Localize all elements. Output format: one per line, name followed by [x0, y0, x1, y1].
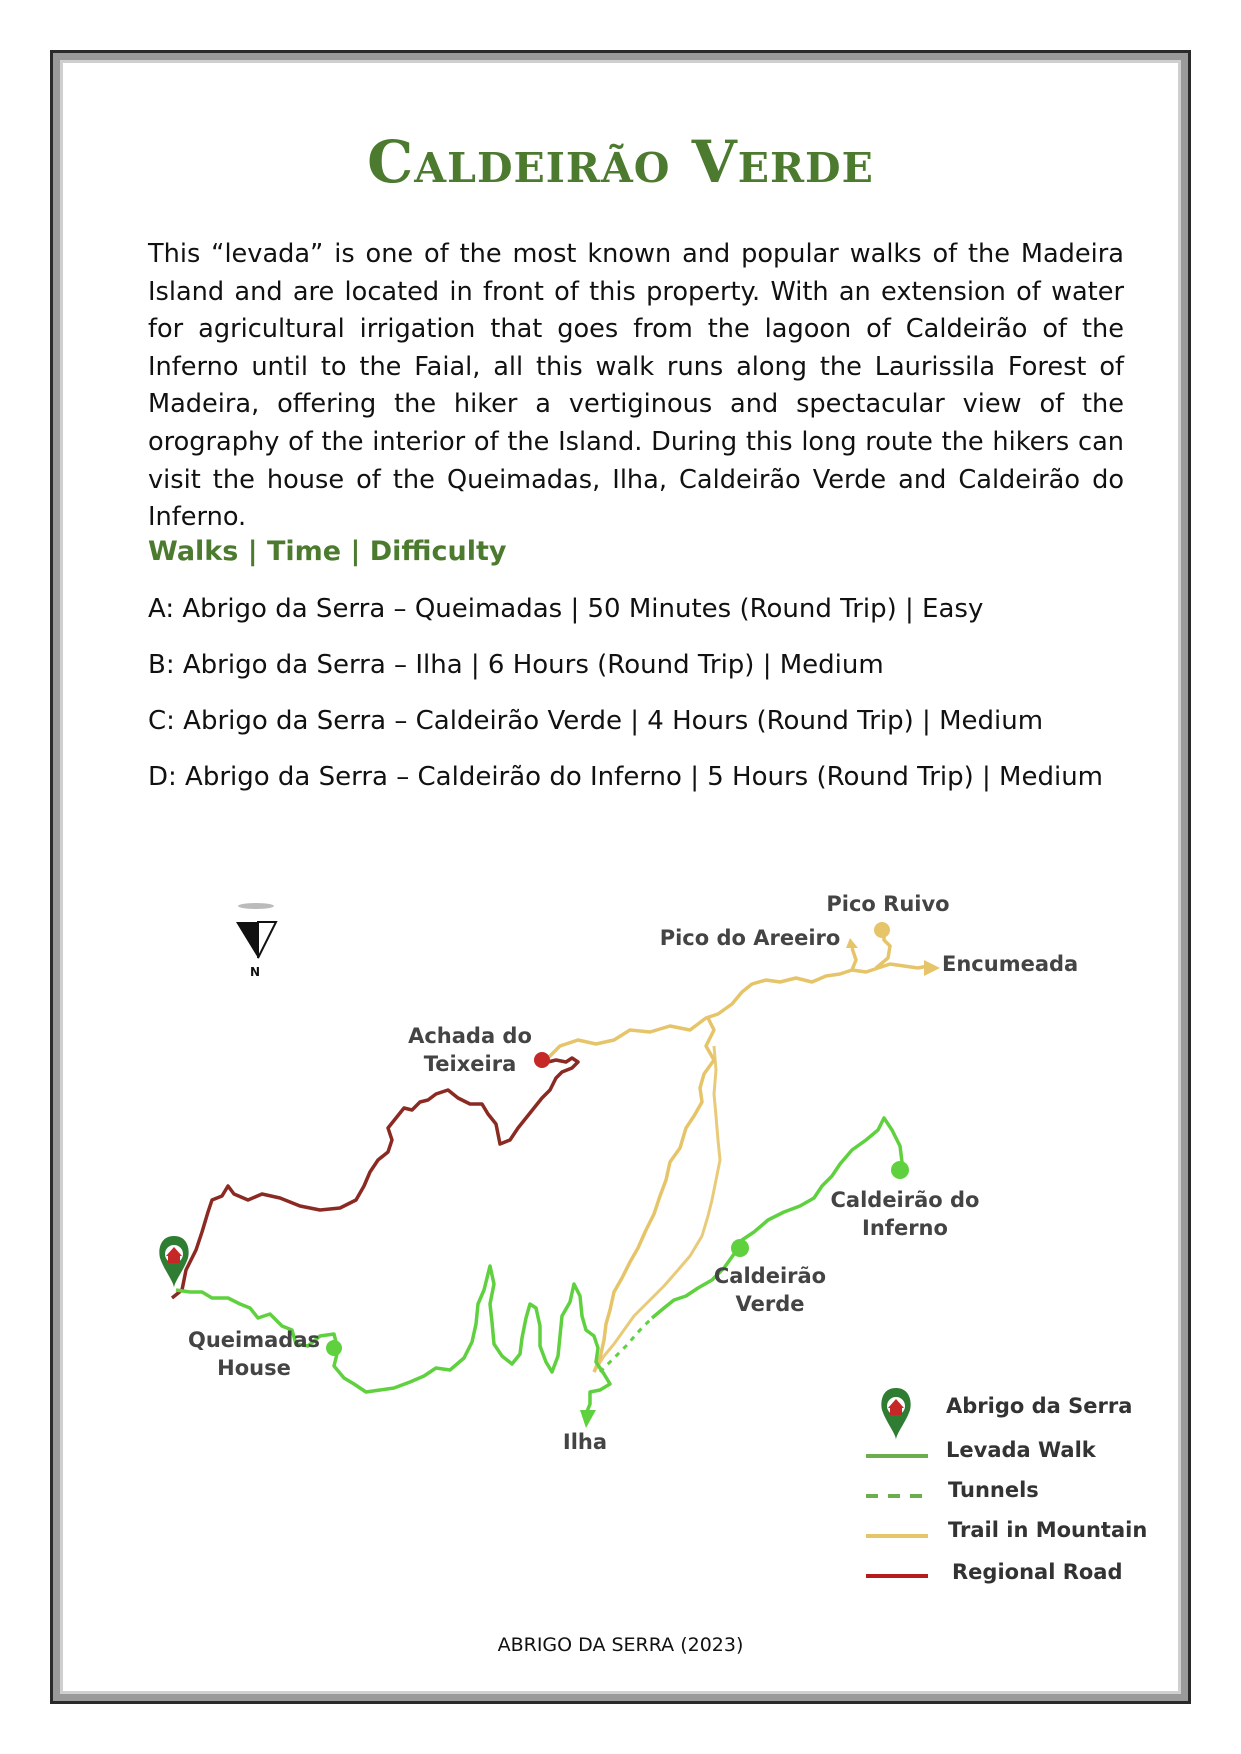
- legend-levada-label: Levada Walk: [946, 1438, 1096, 1462]
- regional-road-path: [172, 1058, 578, 1298]
- caldeirao-verde-label-line-2: Verde: [735, 1292, 805, 1316]
- ilha-arrow-icon: [580, 1410, 596, 1428]
- walk-item-d: D: Abrigo da Serra – Caldeirão do Inferno | 5 Hours (Round Trip) | Medium: [148, 762, 1104, 792]
- intro-paragraph: This “levada” is one of the most known and popular walks of the Madeira Island and are located in front of this property. With an extension of water for agricultural irrigation that goes from the lagoon of Caldeirão of the Inferno until to the Faial, all this walk runs along the Laurissila Forest of Madeira, offering the hiker a vertiginous and spectacular view of the orography of the interior of the Island. During this long route the hikers can visit the house of the Queimadas, Ilha, Caldeirão Verde and Caldeirão do Inferno.: [148, 239, 1124, 533]
- legend-trail-label: Trail in Mountain: [948, 1518, 1148, 1542]
- page-title: Caldeirão Verde: [367, 128, 874, 196]
- encumeada-label: Encumeada: [942, 952, 1079, 976]
- pico-areeiro-label: Pico do Areeiro: [659, 926, 841, 950]
- ilha-label: Ilha: [562, 1430, 608, 1454]
- pico-ruivo-label: Pico Ruivo: [826, 892, 950, 916]
- north-label: N: [249, 965, 261, 979]
- walk-item-a: A: Abrigo da Serra – Queimadas | 50 Minutes (Round Trip) | Easy: [148, 594, 984, 624]
- walks-heading: Walks | Time | Difficulty: [148, 536, 507, 567]
- legend-abrigo-label: Abrigo da Serra: [946, 1394, 1133, 1418]
- queimadas-label-line-2: House: [217, 1356, 291, 1380]
- caldeirao-verde-label-line-1: Caldeirão: [713, 1264, 827, 1288]
- pico-areeiro-branch: [852, 948, 856, 970]
- achada-label-line-2: Teixeira: [423, 1052, 517, 1076]
- pico-ruivo-marker: [874, 922, 890, 938]
- caldeirao-verde-marker: [731, 1239, 749, 1257]
- north-arrow-icon: [236, 903, 276, 958]
- mountain-trail-branch: [594, 1018, 714, 1372]
- page-footer: ABRIGO DA SERRA (2023): [497, 1634, 744, 1656]
- legend-road-label: Regional Road: [952, 1560, 1123, 1584]
- legend-tunnels-label: Tunnels: [948, 1478, 1039, 1502]
- walk-item-b: B: Abrigo da Serra – Ilha | 6 Hours (Round Trip) | Medium: [148, 650, 884, 680]
- caldeirao-inferno-label-line-1: Caldeirão do: [830, 1188, 980, 1212]
- legend-pin-icon: [881, 1388, 910, 1440]
- achada-label-line-1: Achada do: [408, 1024, 532, 1048]
- caldeirao-inferno-label-line-2: Inferno: [862, 1216, 948, 1240]
- caldeirao-inferno-marker: [891, 1161, 909, 1179]
- walk-item-c: C: Abrigo da Serra – Caldeirão Verde | 4 Hours (Round Trip) | Medium: [148, 706, 1044, 736]
- queimadas-label-line-1: Queimadas: [188, 1328, 320, 1352]
- mountain-trail-path: [548, 964, 928, 1058]
- encumeada-arrow-icon: [924, 960, 940, 976]
- queimadas-house-marker: [326, 1340, 342, 1356]
